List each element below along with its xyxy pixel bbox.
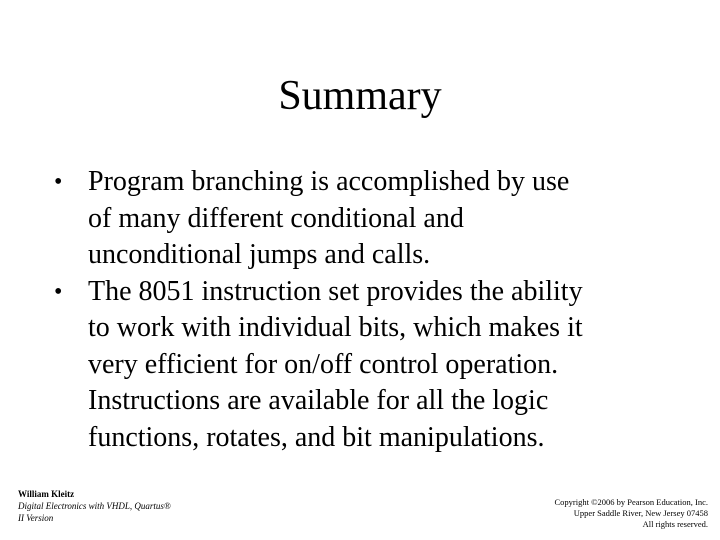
bullet-line: Instructions are available for all the logic — [88, 385, 549, 416]
bullet-line: functions, rotates, and bit manipulations. — [88, 421, 545, 453]
footer-copyright-line1: Copyright ©2006 by Pearson Education, Inc. — [554, 497, 708, 507]
bullet-line: Program branching is accomplished by use — [88, 166, 570, 197]
footer-book-info — [18, 488, 171, 524]
bullet-item-branching — [54, 164, 674, 274]
bullet-item-instruction-set — [54, 274, 674, 457]
bullet-icon: • — [54, 169, 63, 195]
bullet-line: The 8051 instruction set provides the ability — [88, 275, 583, 307]
bullet-line: unconditional jumps and calls. — [88, 239, 431, 270]
bullet-line: very efficient for on/off control operation. — [88, 348, 559, 380]
footer-book-title-line1: Digital Electronics with VHDL, Quartus® — [18, 501, 171, 511]
footer-copyright-line3: All rights reserved. — [642, 519, 708, 529]
footer-copyright — [554, 497, 708, 530]
footer-book-title-line2: II Version — [18, 513, 54, 523]
bullet-icon: • — [54, 278, 63, 305]
bullet-line: of many different conditional and — [88, 202, 464, 234]
bullet-line: to work with individual bits, which makes it — [88, 312, 583, 343]
footer-author: William Kleitz — [18, 489, 75, 499]
slide-title: Summary — [278, 73, 442, 119]
bullet-list — [54, 164, 674, 456]
footer-copyright-line2: Upper Saddle River, New Jersey 07458 — [573, 508, 708, 518]
